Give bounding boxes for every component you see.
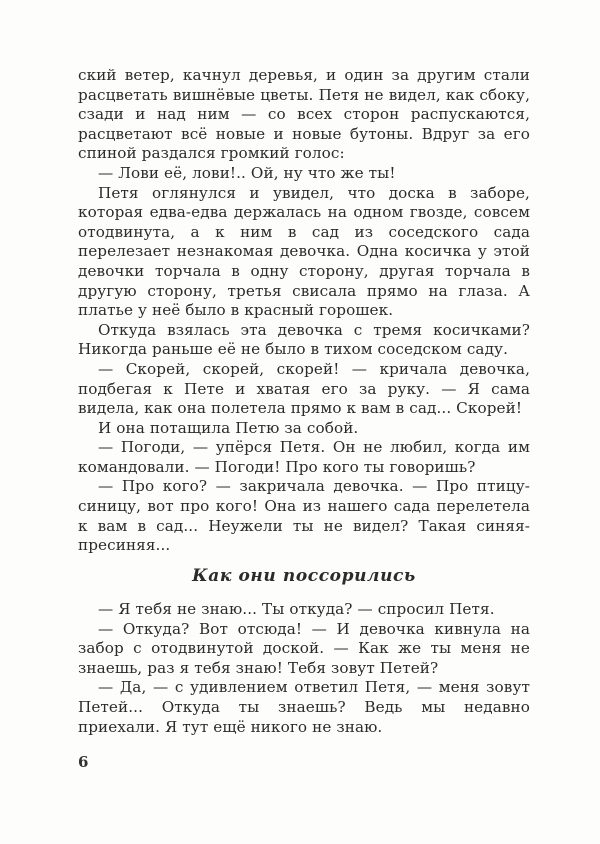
paragraph: Откуда взялась эта девочка с тремя косичками? Никогда раньше её не было в тихом соседском саду. (78, 320, 530, 359)
paragraph: И она потащила Петю за собой. (98, 418, 359, 437)
paragraph: — Я тебя не знаю... Ты откуда? — спросил Петя. (98, 600, 495, 618)
paragraph: — Погоди, — упёрся Петя. Он не любил, когда им командовали. — Погоди! Про кого ты говоришь? (78, 438, 530, 476)
chapter-title: Как они поссорились (192, 566, 416, 586)
paragraph: — Лови её, лови!.. Ой, ну что же ты! (98, 163, 396, 182)
paragraph: — Про кого? — закричала девочка. — Про птицу-синицу, вот про кого! Она из нашего сада перелетела к вам в сад... Неужели ты не видел? Такая синяя-пресиняя... (78, 477, 530, 555)
paragraph: Петя оглянулся и увидел, что доска в заборе, которая едва-едва держалась на одном гвозде, совсем отодвинута, а к ним в сад из соседского сада перелезает незнакомая девочка. Одна косичка у этой девочки торчала в одну сторону, другая торчала в другую сторону, третья свисала прямо на глаза. А платье у неё было в красный горошек. (78, 183, 530, 320)
paragraph: — Да, — с удивлением ответил Петя, — меня зовут Петей... Откуда ты знаешь? Ведь мы недавно приехали. Я тут ещё никого не знаю. (78, 678, 530, 736)
paragraph: — Откуда? Вот отсюда! — И девочка кивнула на забор с отодвинутой доской. — Как же ты меня не знаешь, раз я тебя знаю! Тебя зовут Петей? (78, 619, 530, 677)
story-text-top (78, 66, 530, 556)
page-number: 6 (78, 753, 89, 771)
paragraph: ский ветер, качнул деревья, и один за другим стали расцветать вишнёвые цветы. Петя не видел, как сбоку, сзади и над ним — со всех сторон распускаются, расцветают всё новые и новые бутоны. Вдруг за его спиной раздался громкий голос: (78, 66, 530, 163)
paragraph: — Скорей, скорей, скорей! — кричала девочка, подбегая к Пете и хватая его за руку. — Я сама видела, как она полетела прямо к вам в сад... Скорей! (78, 359, 530, 418)
story-text-bottom (78, 600, 530, 737)
